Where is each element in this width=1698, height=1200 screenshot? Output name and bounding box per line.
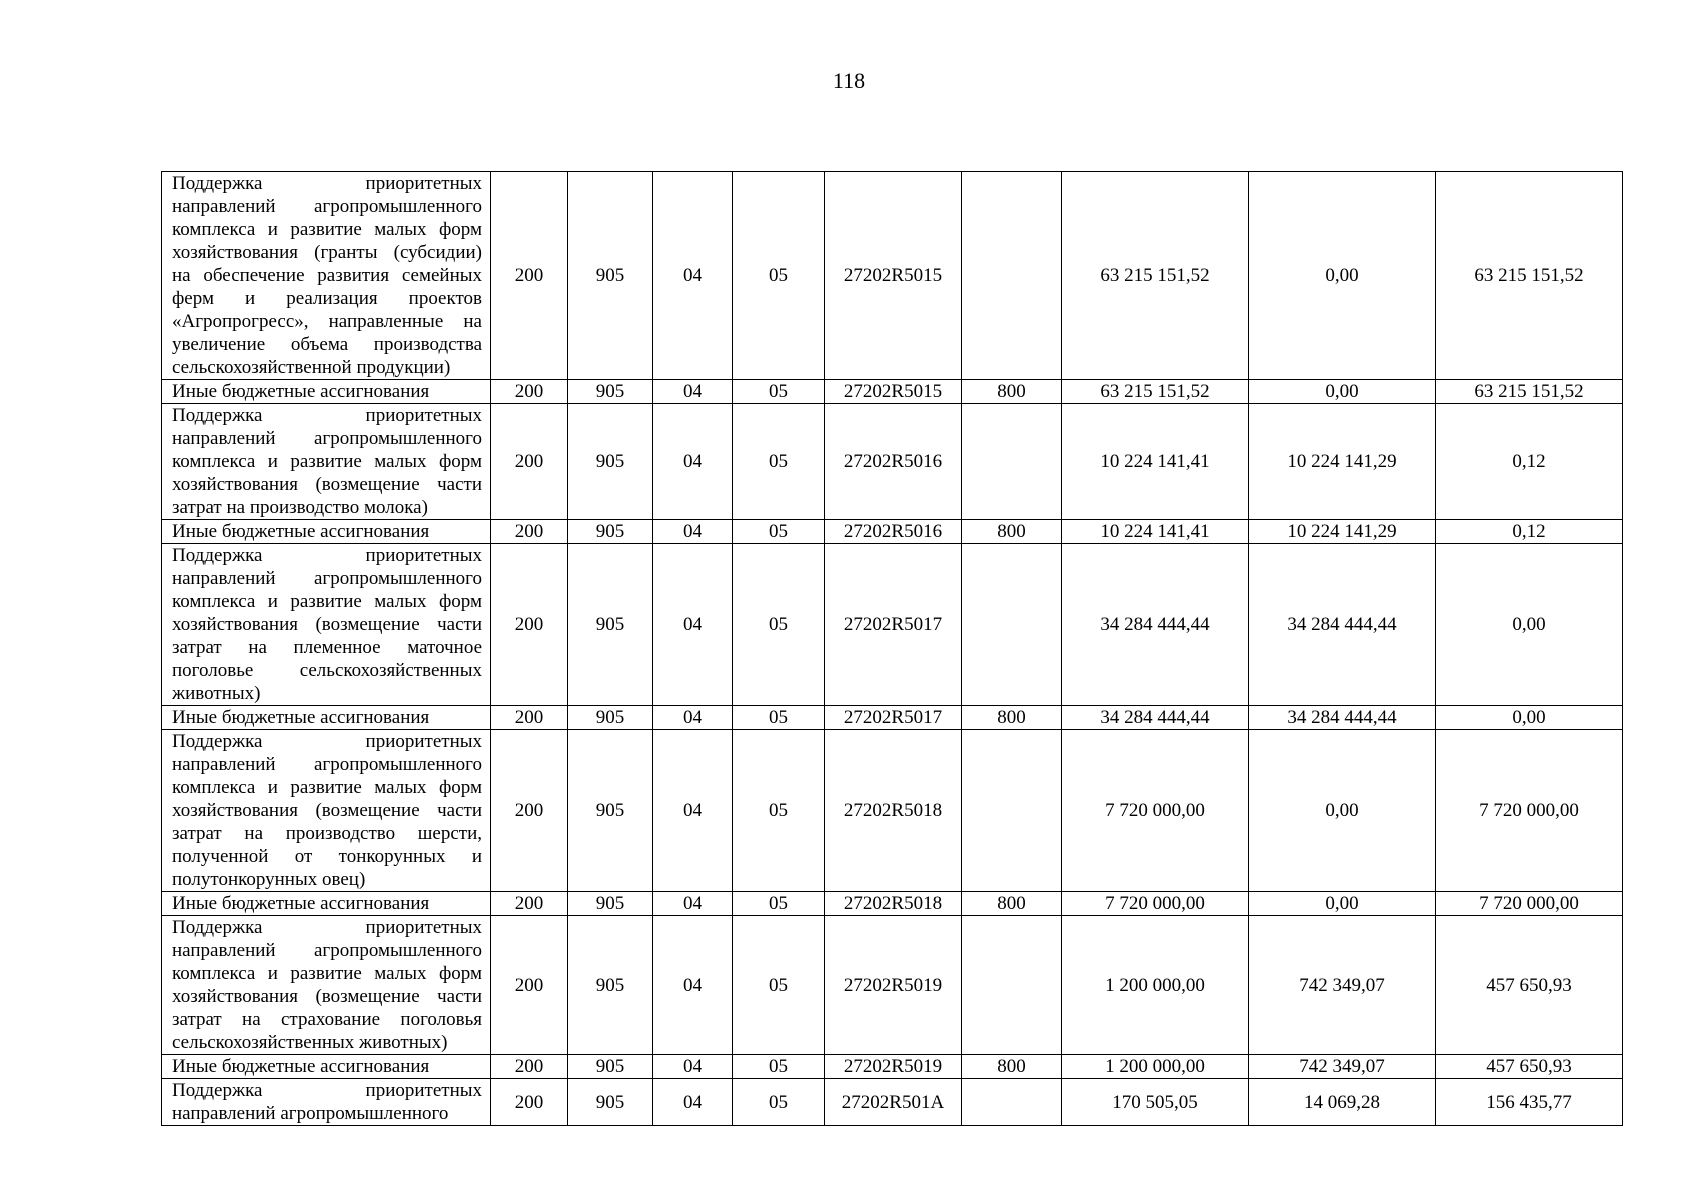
cell-col-subsection: 05 bbox=[733, 1079, 825, 1126]
cell-col-code-1: 200 bbox=[491, 706, 568, 730]
cell-col-subsection: 05 bbox=[733, 706, 825, 730]
cell-col-subsection: 05 bbox=[733, 404, 825, 520]
cell-col-code-2: 905 bbox=[568, 1079, 653, 1126]
cell-col-section: 04 bbox=[653, 544, 733, 706]
cell-col-subsection: 05 bbox=[733, 730, 825, 892]
cell-col-amount-1: 7 720 000,00 bbox=[1062, 730, 1249, 892]
cell-col-amount-1: 170 505,05 bbox=[1062, 1079, 1249, 1126]
cell-col-amount-2: 14 069,28 bbox=[1249, 1079, 1436, 1126]
cell-col-code-1: 200 bbox=[491, 404, 568, 520]
budget-table bbox=[161, 171, 1623, 1126]
cell-col-code-2: 905 bbox=[568, 404, 653, 520]
cell-col-amount-2: 0,00 bbox=[1249, 730, 1436, 892]
cell-col-amount-1: 34 284 444,44 bbox=[1062, 544, 1249, 706]
cell-col-amount-2: 10 224 141,29 bbox=[1249, 520, 1436, 544]
cell-col-amount-3: 7 720 000,00 bbox=[1436, 892, 1623, 916]
cell-col-subsection: 05 bbox=[733, 172, 825, 380]
cell-col-target-article: 27202R5019 bbox=[825, 1055, 962, 1079]
cell-col-amount-1: 1 200 000,00 bbox=[1062, 916, 1249, 1055]
cell-col-code-1: 200 bbox=[491, 520, 568, 544]
cell-col-target-article: 27202R5018 bbox=[825, 730, 962, 892]
table-row bbox=[162, 404, 1623, 520]
cell-col-amount-2: 742 349,07 bbox=[1249, 916, 1436, 1055]
cell-row-name: Поддержка приоритетных направлений агропромышленного комплекса и развитие малых форм хозяйствования (возмещение части затрат на страхование поголовья сельскохозяйственных животных) bbox=[162, 916, 491, 1055]
table-row bbox=[162, 380, 1623, 404]
cell-row-name: Поддержка приоритетных направлений агропромышленного bbox=[162, 1079, 491, 1126]
cell-col-code-2: 905 bbox=[568, 544, 653, 706]
cell-col-target-article: 27202R5017 bbox=[825, 706, 962, 730]
cell-col-code-2: 905 bbox=[568, 916, 653, 1055]
cell-col-code-2: 905 bbox=[568, 1055, 653, 1079]
cell-col-amount-3: 63 215 151,52 bbox=[1436, 172, 1623, 380]
cell-row-name: Иные бюджетные ассигнования bbox=[162, 706, 491, 730]
cell-col-amount-2: 34 284 444,44 bbox=[1249, 706, 1436, 730]
cell-col-code-1: 200 bbox=[491, 1055, 568, 1079]
cell-col-subsection: 05 bbox=[733, 1055, 825, 1079]
cell-col-amount-1: 63 215 151,52 bbox=[1062, 380, 1249, 404]
cell-col-expense-type bbox=[962, 916, 1062, 1055]
cell-col-code-2: 905 bbox=[568, 730, 653, 892]
cell-col-code-1: 200 bbox=[491, 1079, 568, 1126]
table-row bbox=[162, 916, 1623, 1055]
cell-col-amount-2: 0,00 bbox=[1249, 892, 1436, 916]
cell-col-amount-1: 10 224 141,41 bbox=[1062, 404, 1249, 520]
cell-col-section: 04 bbox=[653, 172, 733, 380]
cell-row-name: Поддержка приоритетных направлений агропромышленного комплекса и развитие малых форм хозяйствования (возмещение части затрат на производство молока) bbox=[162, 404, 491, 520]
cell-col-section: 04 bbox=[653, 892, 733, 916]
cell-col-subsection: 05 bbox=[733, 892, 825, 916]
cell-col-section: 04 bbox=[653, 380, 733, 404]
cell-row-name: Поддержка приоритетных направлений агропромышленного комплекса и развитие малых форм хозяйствования (возмещение части затрат на производство шерсти, полученной от тонкорунных и полутонкорунных овец) bbox=[162, 730, 491, 892]
cell-col-subsection: 05 bbox=[733, 544, 825, 706]
cell-row-name: Иные бюджетные ассигнования bbox=[162, 1055, 491, 1079]
cell-col-code-2: 905 bbox=[568, 172, 653, 380]
cell-col-expense-type: 800 bbox=[962, 520, 1062, 544]
cell-col-code-1: 200 bbox=[491, 730, 568, 892]
table-row bbox=[162, 172, 1623, 380]
cell-col-amount-3: 63 215 151,52 bbox=[1436, 380, 1623, 404]
table-body bbox=[162, 172, 1623, 1126]
table-row bbox=[162, 892, 1623, 916]
cell-col-expense-type bbox=[962, 404, 1062, 520]
cell-col-target-article: 27202R5017 bbox=[825, 544, 962, 706]
cell-col-section: 04 bbox=[653, 1079, 733, 1126]
cell-col-code-2: 905 bbox=[568, 892, 653, 916]
cell-col-code-2: 905 bbox=[568, 706, 653, 730]
cell-col-amount-3: 7 720 000,00 bbox=[1436, 730, 1623, 892]
cell-col-code-2: 905 bbox=[568, 380, 653, 404]
table-row bbox=[162, 1055, 1623, 1079]
cell-col-expense-type: 800 bbox=[962, 1055, 1062, 1079]
cell-col-section: 04 bbox=[653, 706, 733, 730]
cell-row-name: Иные бюджетные ассигнования bbox=[162, 380, 491, 404]
cell-row-name: Иные бюджетные ассигнования bbox=[162, 520, 491, 544]
cell-col-target-article: 27202R5015 bbox=[825, 172, 962, 380]
cell-col-amount-1: 10 224 141,41 bbox=[1062, 520, 1249, 544]
cell-col-amount-2: 742 349,07 bbox=[1249, 1055, 1436, 1079]
cell-col-section: 04 bbox=[653, 404, 733, 520]
cell-col-code-1: 200 bbox=[491, 172, 568, 380]
cell-col-target-article: 27202R5016 bbox=[825, 404, 962, 520]
cell-col-code-1: 200 bbox=[491, 544, 568, 706]
table-row bbox=[162, 520, 1623, 544]
table-row bbox=[162, 544, 1623, 706]
cell-col-amount-1: 34 284 444,44 bbox=[1062, 706, 1249, 730]
table-row bbox=[162, 1079, 1623, 1126]
cell-col-expense-type: 800 bbox=[962, 706, 1062, 730]
cell-col-section: 04 bbox=[653, 916, 733, 1055]
cell-col-code-2: 905 bbox=[568, 520, 653, 544]
cell-col-expense-type bbox=[962, 1079, 1062, 1126]
cell-col-amount-2: 34 284 444,44 bbox=[1249, 544, 1436, 706]
cell-col-expense-type bbox=[962, 730, 1062, 892]
cell-col-amount-3: 0,00 bbox=[1436, 706, 1623, 730]
cell-col-amount-3: 156 435,77 bbox=[1436, 1079, 1623, 1126]
table-row bbox=[162, 730, 1623, 892]
cell-col-amount-3: 457 650,93 bbox=[1436, 1055, 1623, 1079]
cell-row-name: Поддержка приоритетных направлений агропромышленного комплекса и развитие малых форм хозяйствования (возмещение части затрат на племенное маточное поголовье сельскохозяйственных животных) bbox=[162, 544, 491, 706]
cell-col-expense-type bbox=[962, 172, 1062, 380]
cell-col-target-article: 27202R501A bbox=[825, 1079, 962, 1126]
cell-col-expense-type bbox=[962, 544, 1062, 706]
cell-col-expense-type: 800 bbox=[962, 892, 1062, 916]
cell-col-amount-3: 0,12 bbox=[1436, 404, 1623, 520]
cell-col-amount-1: 1 200 000,00 bbox=[1062, 1055, 1249, 1079]
cell-col-subsection: 05 bbox=[733, 520, 825, 544]
cell-col-expense-type: 800 bbox=[962, 380, 1062, 404]
cell-col-amount-2: 0,00 bbox=[1249, 380, 1436, 404]
cell-col-section: 04 bbox=[653, 1055, 733, 1079]
cell-col-target-article: 27202R5019 bbox=[825, 916, 962, 1055]
cell-col-amount-3: 457 650,93 bbox=[1436, 916, 1623, 1055]
cell-row-name: Иные бюджетные ассигнования bbox=[162, 892, 491, 916]
page-number: 118 bbox=[832, 68, 866, 93]
cell-col-amount-1: 63 215 151,52 bbox=[1062, 172, 1249, 380]
cell-col-amount-2: 10 224 141,29 bbox=[1249, 404, 1436, 520]
table-row bbox=[162, 706, 1623, 730]
cell-col-target-article: 27202R5018 bbox=[825, 892, 962, 916]
cell-col-amount-1: 7 720 000,00 bbox=[1062, 892, 1249, 916]
cell-col-code-1: 200 bbox=[491, 916, 568, 1055]
cell-col-section: 04 bbox=[653, 520, 733, 544]
cell-row-name: Поддержка приоритетных направлений агропромышленного комплекса и развитие малых форм хозяйствования (гранты (субсидии) на обеспечение развития семейных ферм и реализация проектов «Агропрогресс», направленные на увеличение объема производства сельскохозяйственной продукции) bbox=[162, 172, 491, 380]
cell-col-code-1: 200 bbox=[491, 892, 568, 916]
cell-col-target-article: 27202R5016 bbox=[825, 520, 962, 544]
cell-col-amount-3: 0,00 bbox=[1436, 544, 1623, 706]
cell-col-code-1: 200 bbox=[491, 380, 568, 404]
cell-col-amount-3: 0,12 bbox=[1436, 520, 1623, 544]
cell-col-amount-2: 0,00 bbox=[1249, 172, 1436, 380]
cell-col-subsection: 05 bbox=[733, 380, 825, 404]
cell-col-section: 04 bbox=[653, 730, 733, 892]
cell-col-target-article: 27202R5015 bbox=[825, 380, 962, 404]
cell-col-subsection: 05 bbox=[733, 916, 825, 1055]
